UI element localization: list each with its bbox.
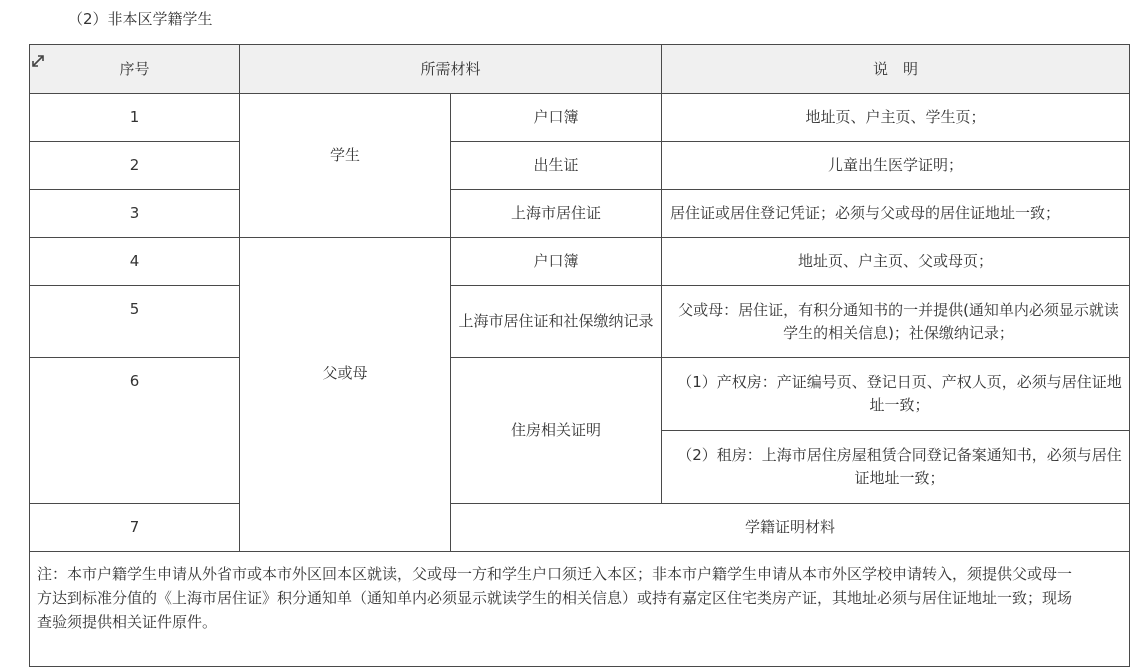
material-desc: 父或母：居住证，有积分通知书的一并提供(通知单内必须显示就读学生的相关信息)；社保缴纳记录； (662, 286, 1130, 358)
material-item: 住房相关证明 (451, 358, 662, 504)
row-index: 5 (30, 286, 240, 358)
group-student: 学生 (240, 94, 451, 238)
row-index: 1 (30, 94, 240, 142)
header-description: 说 明 (662, 45, 1130, 94)
table-row (30, 504, 1130, 552)
section-heading: （2）非本区学籍学生 (68, 10, 213, 28)
material-item: 上海市居住证 (451, 190, 662, 238)
table-row (30, 142, 1130, 190)
table-row (30, 358, 1130, 431)
row-index: 7 (30, 504, 240, 552)
table-row (30, 190, 1130, 238)
table-row (30, 94, 1130, 142)
material-desc: 地址页、户主页、父或母页； (662, 238, 1130, 286)
materials-table (29, 44, 1130, 667)
material-item: 户口簿 (451, 94, 662, 142)
group-parent: 父或母 (240, 238, 451, 552)
expand-icon[interactable] (30, 53, 46, 69)
material-desc: 居住证或居住登记凭证；必须与父或母的居住证地址一致； (662, 190, 1130, 238)
header-index (30, 45, 240, 94)
row-index: 4 (30, 238, 240, 286)
table-row (30, 286, 1130, 358)
material-item: 户口簿 (451, 238, 662, 286)
material-item: 出生证 (451, 142, 662, 190)
header-index-label: 序号 (119, 59, 150, 78)
note-text: 注：本市户籍学生申请从外省市或本市外区回本区就读，父或母一方和学生户口须迁入本区；非本市户籍学生申请从本市外区学校申请转入，须提供父或母一方达到标准分值的《上海市居住证》积分通知单（通知单内必须显示就读学生的相关信息）或持有嘉定区住宅类房产证，其地址必须与居住证地址一致；现场查验须提供相关证件原件。 (37, 565, 1073, 631)
material-desc: （2）租房：上海市居住房屋租赁合同登记备案通知书，必须与居住证地址一致； (662, 431, 1130, 504)
materials-table-container (29, 44, 1122, 657)
row-index: 6 (30, 358, 240, 504)
material-desc: 地址页、户主页、学生页； (662, 94, 1130, 142)
material-item: 上海市居住证和社保缴纳记录 (451, 286, 662, 358)
material-desc: （1）产权房：产证编号页、登记日页、产权人页，必须与居住证地址一致； (662, 358, 1130, 431)
note-cell (30, 552, 1130, 667)
header-materials: 所需材料 (240, 45, 662, 94)
material-desc: 儿童出生医学证明； (662, 142, 1130, 190)
row-index: 2 (30, 142, 240, 190)
row-index: 3 (30, 190, 240, 238)
material-item: 学籍证明材料 (451, 504, 1130, 552)
table-row (30, 238, 1130, 286)
